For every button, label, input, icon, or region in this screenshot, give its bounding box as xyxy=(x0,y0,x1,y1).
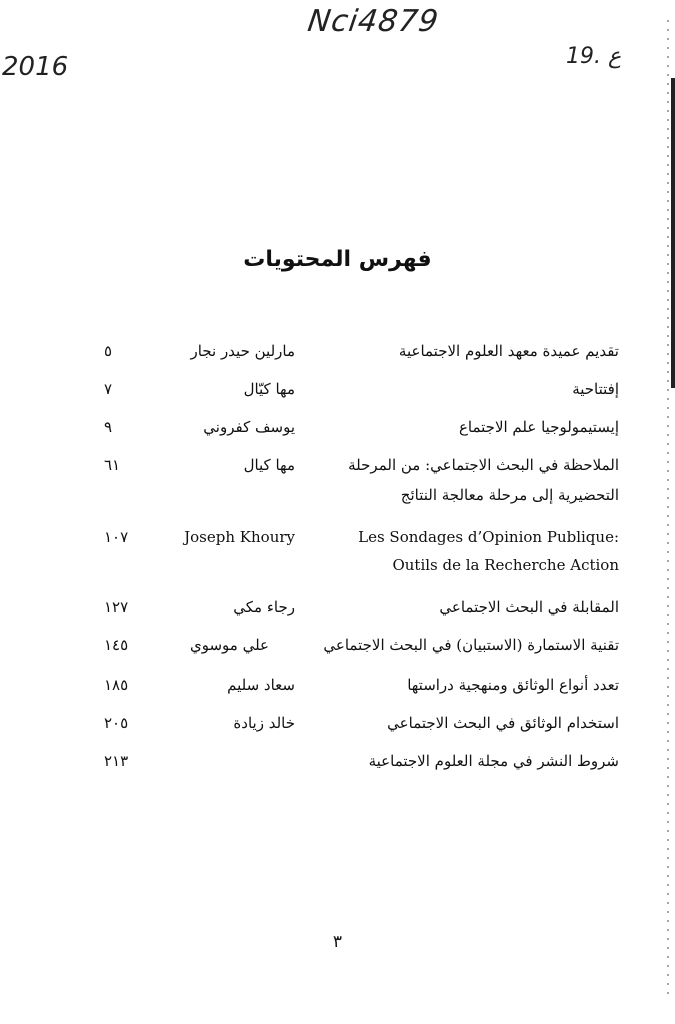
page-number: ٣ xyxy=(332,932,343,952)
toc-entry-page: ١٢٧ xyxy=(104,598,129,616)
toc-entry-title: تقنية الاستمارة (الاستبيان) في البحث الاجتماعي xyxy=(323,636,619,654)
toc-entry-page: ٢٠٥ xyxy=(104,714,129,732)
toc-entry-author: مها كيال xyxy=(243,456,295,474)
toc-entry-page: ٥ xyxy=(104,342,113,360)
toc-entry-author: يوسف كفروني xyxy=(203,418,295,436)
toc-entry-author: مارلين حيدر نجار xyxy=(190,342,295,360)
toc-entry-author: علي موسوي xyxy=(189,636,269,654)
toc-entry-title-continuation: Outils de la Recherche Action xyxy=(392,556,619,574)
handwritten-volume-mark: 19. ع xyxy=(566,44,622,69)
handwritten-call-number: Nci4879 xyxy=(305,4,442,39)
toc-entry-page: ٧ xyxy=(104,380,113,398)
toc-entry-title: تقديم عميدة معهد العلوم الاجتماعية xyxy=(398,342,619,360)
toc-entry-title: إفتتاحية xyxy=(572,380,619,398)
toc-entry-page: ١٤٥ xyxy=(104,636,129,654)
toc-entry-page: ٢١٣ xyxy=(104,752,129,770)
toc-entry-title: المقابلة في البحث الاجتماعي xyxy=(439,598,619,616)
toc-entry-title-continuation: التحضيرية إلى مرحلة معالجة النتائج xyxy=(400,486,619,504)
scan-edge-bar xyxy=(671,78,675,388)
toc-entry-author: مها كيّال xyxy=(243,380,295,398)
toc-entry-author: خالد زيادة xyxy=(233,714,295,732)
toc-entry-title: تعدد أنواع الوثائق ومنهجية دراستها xyxy=(407,676,619,694)
toc-entry-page: ٦١ xyxy=(104,456,121,474)
toc-entry-author: سعاد سليم xyxy=(227,676,295,694)
toc-entry-title: Les Sondages d’Opinion Publique: xyxy=(358,528,619,546)
toc-entry-title: شروط النشر في مجلة العلوم الاجتماعية xyxy=(368,752,619,770)
toc-entry-page: ١٠٧ xyxy=(104,528,129,546)
toc-entry-title: استخدام الوثائق في البحث الاجتماعي xyxy=(387,714,619,732)
scan-edge-dots xyxy=(667,20,669,1000)
toc-entry-title: إيستيمولوجيا علم الاجتماع xyxy=(458,418,619,436)
page-title: فهرس المحتويات xyxy=(243,246,432,272)
handwritten-year: 2016 xyxy=(2,52,69,82)
toc-entry-page: ١٨٥ xyxy=(104,676,129,694)
toc-entry-title: الملاحظة في البحث الاجتماعي: من المرحلة xyxy=(348,456,619,474)
toc-entry-author: Joseph Khoury xyxy=(184,528,295,546)
toc-entry-author: رجاء مكي xyxy=(233,598,295,616)
toc-entry-page: ٩ xyxy=(104,418,113,436)
